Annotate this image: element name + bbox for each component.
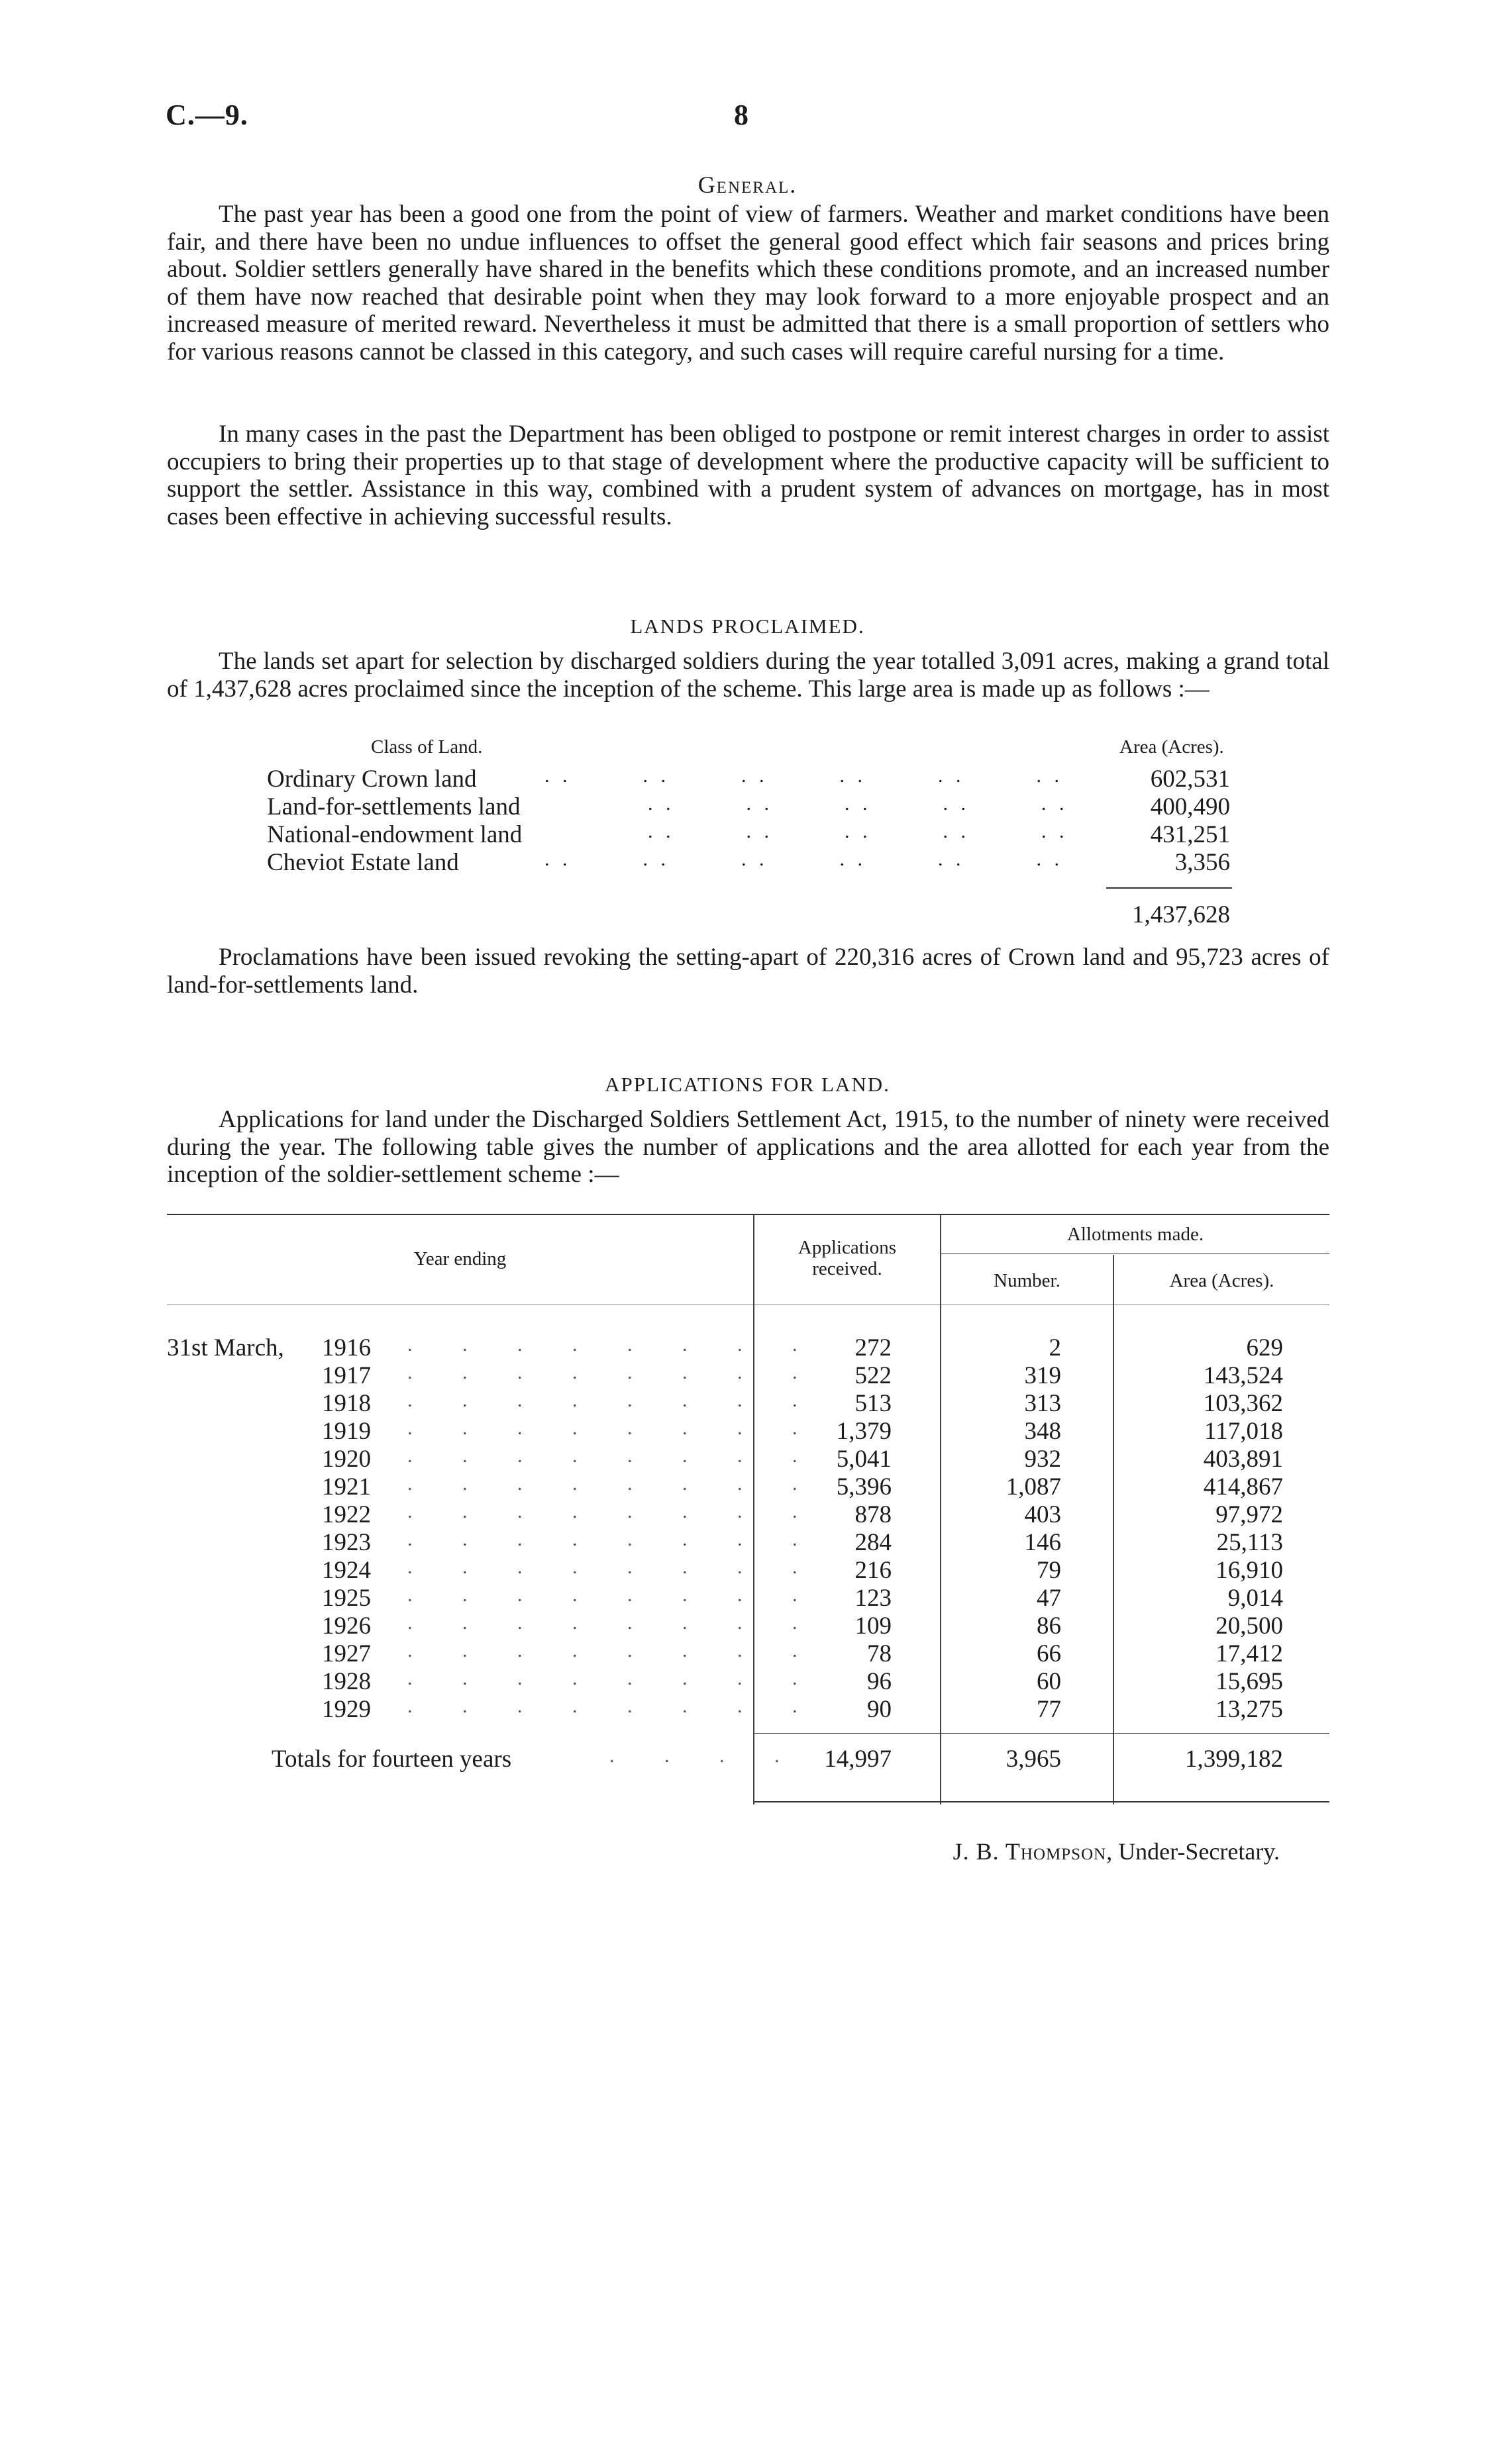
table-top-rule <box>167 1214 1329 1215</box>
table-row: 1922 . . . . . . . . 878 403 97,972 <box>322 1501 1283 1528</box>
applications-received-header: Applications received. <box>798 1237 897 1279</box>
class-of-land-header: Class of Land. <box>371 736 483 758</box>
totals-top-rule <box>754 1733 1329 1734</box>
applications-heading: APPLICATIONS FOR LAND. <box>605 1073 890 1096</box>
revocation-paragraph: Proclamations have been issued revoking the setting-apart of 220,316 acres of Crown land and 95,723 acres of land-for-settlements land. <box>167 944 1329 999</box>
table-row: 1929 . . . . . . . . 90 77 13,275 <box>322 1695 1283 1723</box>
number-header: Number. <box>994 1270 1060 1291</box>
land-class-row: National-endowment land . . . . . . . . . . 431,251 <box>267 820 1230 848</box>
table-row: 1918 . . . . . . . . 513 313 103,362 <box>322 1389 1283 1417</box>
table-row: 1921 . . . . . . . . 5,396 1,087 414,867 <box>322 1473 1283 1501</box>
lands-proclaimed-heading: LANDS PROCLAIMED. <box>630 615 865 638</box>
land-class-row: Cheviot Estate land . . . . . . . . . . . . 3,356 <box>267 848 1230 876</box>
table-row: 1927 . . . . . . . . 78 66 17,412 <box>322 1640 1283 1667</box>
signatory-name: J. B. Thompson <box>953 1838 1107 1865</box>
signature <box>953 1838 1280 1865</box>
signatory-title: , Under-Secretary. <box>1106 1838 1280 1865</box>
table-row: 1917 . . . . . . . . 522 319 143,524 <box>322 1361 1283 1389</box>
table-bottom-rule <box>754 1801 1329 1802</box>
table-row: 1928 . . . . . . . . 96 60 15,695 <box>322 1667 1283 1695</box>
general-heading: General. <box>697 172 798 198</box>
allotments-made-header: Allotments made. <box>1066 1224 1204 1245</box>
land-class-total: 1,437,628 <box>1132 901 1230 928</box>
general-paragraph-2: In many cases in the past the Department has been obliged to postpone or remit interest charges in order to assist occupiers to bring their properties up to that stage of development where the productive capacity will be sufficient to support the settler. Assistance in this way, combined with a prudent system of advances on mortgage, has in most cases been effective in achieving successful results. <box>167 420 1329 530</box>
table-row: 31st March, 1916 . . . . . . . . 272 2 629 <box>167 1334 1283 1361</box>
table-row: 1925 . . . . . . . . 123 47 9,014 <box>322 1584 1283 1612</box>
table-row: 1924 . . . . . . . . 216 79 16,910 <box>322 1556 1283 1584</box>
total-rule <box>1106 887 1232 889</box>
table-row: 1926 . . . . . . . . 109 86 20,500 <box>322 1612 1283 1640</box>
applications-intro: Applications for land under the Discharged Soldiers Settlement Act, 1915, to the number of ninety were received during the year. The following table gives the number of applications and the area allotted for each year from the inception of the soldier-settlement scheme :— <box>167 1106 1329 1188</box>
general-paragraph-1: The past year has been a good one from the point of view of farmers. Weather and market conditions have been fair, and there have been no undue influences to offset the general good effect which fair seasons and prices bring about. Soldier settlers generally have shared in the benefits which these conditions promote, and an increased number of them have now reached that desirable point when they may look forward to a more enjoyable prospect and an increased measure of merited reward. Nevertheless it must be admitted that there is a small proportion of settlers who for various reasons cannot be classed in this category, and such cases will require careful nursing for a time. <box>167 201 1329 366</box>
land-class-row: Land-for-settlements land . . . . . . . . . . 400,490 <box>267 793 1230 820</box>
area-acres-column-header: Area (Acres). <box>1169 1270 1274 1291</box>
area-acres-header: Area (Acres). <box>1119 736 1224 758</box>
page-number: 8 <box>734 99 748 131</box>
totals-row: Totals for fourteen years . . . . 14,997 3,965 1,399,182 <box>272 1745 1283 1773</box>
table-row: 1923 . . . . . . . . 284 146 25,113 <box>322 1528 1283 1556</box>
document-reference: C.—9. <box>166 99 248 131</box>
year-ending-header: Year ending <box>413 1248 507 1269</box>
table-row: 1920 . . . . . . . . 5,041 932 403,891 <box>322 1445 1283 1473</box>
land-class-row: Ordinary Crown land . . . . . . . . . . . . 602,531 <box>267 765 1230 793</box>
lands-proclaimed-intro: The lands set apart for selection by discharged soldiers during the year totalled 3,091 acres, making a grand total of 1,437,628 acres proclaimed since the inception of the scheme. This large area is made up as follows :— <box>167 648 1329 703</box>
table-row: 1919 . . . . . . . . 1,379 348 117,018 <box>322 1417 1283 1445</box>
